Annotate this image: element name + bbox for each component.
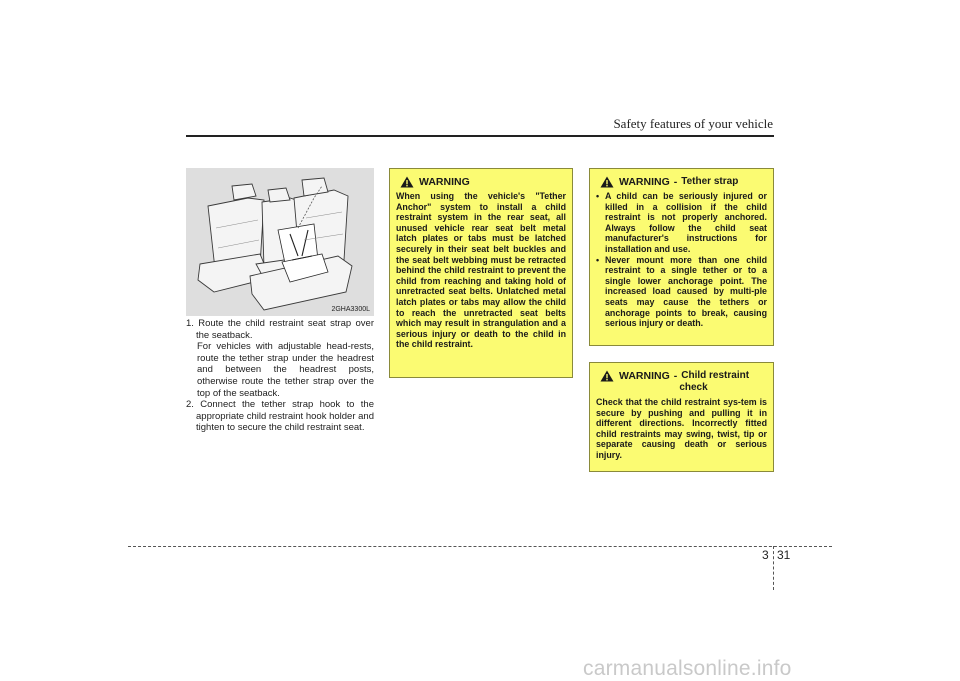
chapter-number: 3 xyxy=(762,548,769,562)
footer-rule xyxy=(128,546,832,547)
warning-separator: - xyxy=(673,370,678,382)
header-rule xyxy=(186,135,774,137)
warning-separator: - xyxy=(673,176,678,188)
warning-header xyxy=(400,176,566,188)
warning-subheading: Tether strap xyxy=(681,176,739,187)
warning-triangle-icon xyxy=(600,176,614,188)
warning-subheading-line2: check xyxy=(679,382,708,393)
page-number: 31 xyxy=(777,548,791,562)
step-1: 1. Route the child restraint seat strap over the seatback. xyxy=(186,318,374,341)
instruction-steps xyxy=(186,318,374,434)
warning-tether-anchor xyxy=(389,168,573,378)
step-1-detail: For vehicles with adjustable head-rests, route the tether strap under the headrest and between the headrest posts, otherwise route the tether strap over the top of the seatback. xyxy=(197,341,374,399)
footer-divider xyxy=(773,546,774,590)
warning-triangle-icon xyxy=(600,370,614,382)
warning-body: Check that the child restraint sys-tem is secure by pushing and pulling it in different directions. Incorrectly fitted child restraints may swing, twist, tip or separate causing death or serious injury. xyxy=(596,397,767,460)
warning-bullet-list xyxy=(596,191,767,329)
warning-tether-strap xyxy=(589,168,774,346)
warning-bullet: • A child can be seriously injured or killed in a collision if the child restraint is not properly anchored. Always follow the child seat manufacturer's instructions for installation and use. xyxy=(596,191,767,254)
warning-header xyxy=(600,176,767,188)
warning-header xyxy=(600,370,767,394)
seat-illustration xyxy=(186,168,374,316)
warning-heading: WARNING xyxy=(419,176,470,188)
figure-code: 2GHA3300L xyxy=(331,306,370,313)
step-2: 2. Connect the tether strap hook to the appropriate child restraint hook holder and tighten to secure the child restraint seat. xyxy=(186,399,374,434)
warning-heading: WARNING xyxy=(619,370,670,382)
section-title: Safety features of your vehicle xyxy=(613,116,773,131)
warning-subheading: Child restraint xyxy=(681,370,750,381)
warning-triangle-icon xyxy=(400,176,414,188)
watermark: carmanualsonline.info xyxy=(583,657,792,680)
warning-heading: WARNING xyxy=(619,176,670,188)
warning-bullet: • Never mount more than one child restraint to a single tether or to a single lower anchorage point. The increased load caused by multi-ple seats may cause the tethers or anchorage points to break, causing serious injury or death. xyxy=(596,254,767,329)
warning-body: When using the vehicle's "Tether Anchor" system to install a child restraint system in the rear seat, all unused vehicle rear seat belt metal latch plates or tabs must be latched securely in their seat belt buckles and the seat belt webbing must be retracted behind the child restraint to prevent the child from reaching and taking hold of unretracted seat belts. Unlatched metal latch plates or tabs may allow the child to reach the unretracted seat belts which may result in strangulation and a serious injury or death to the child in the child restraint. xyxy=(396,191,566,350)
rear-seat-drawing xyxy=(186,168,374,316)
warning-child-restraint-check xyxy=(589,362,774,472)
